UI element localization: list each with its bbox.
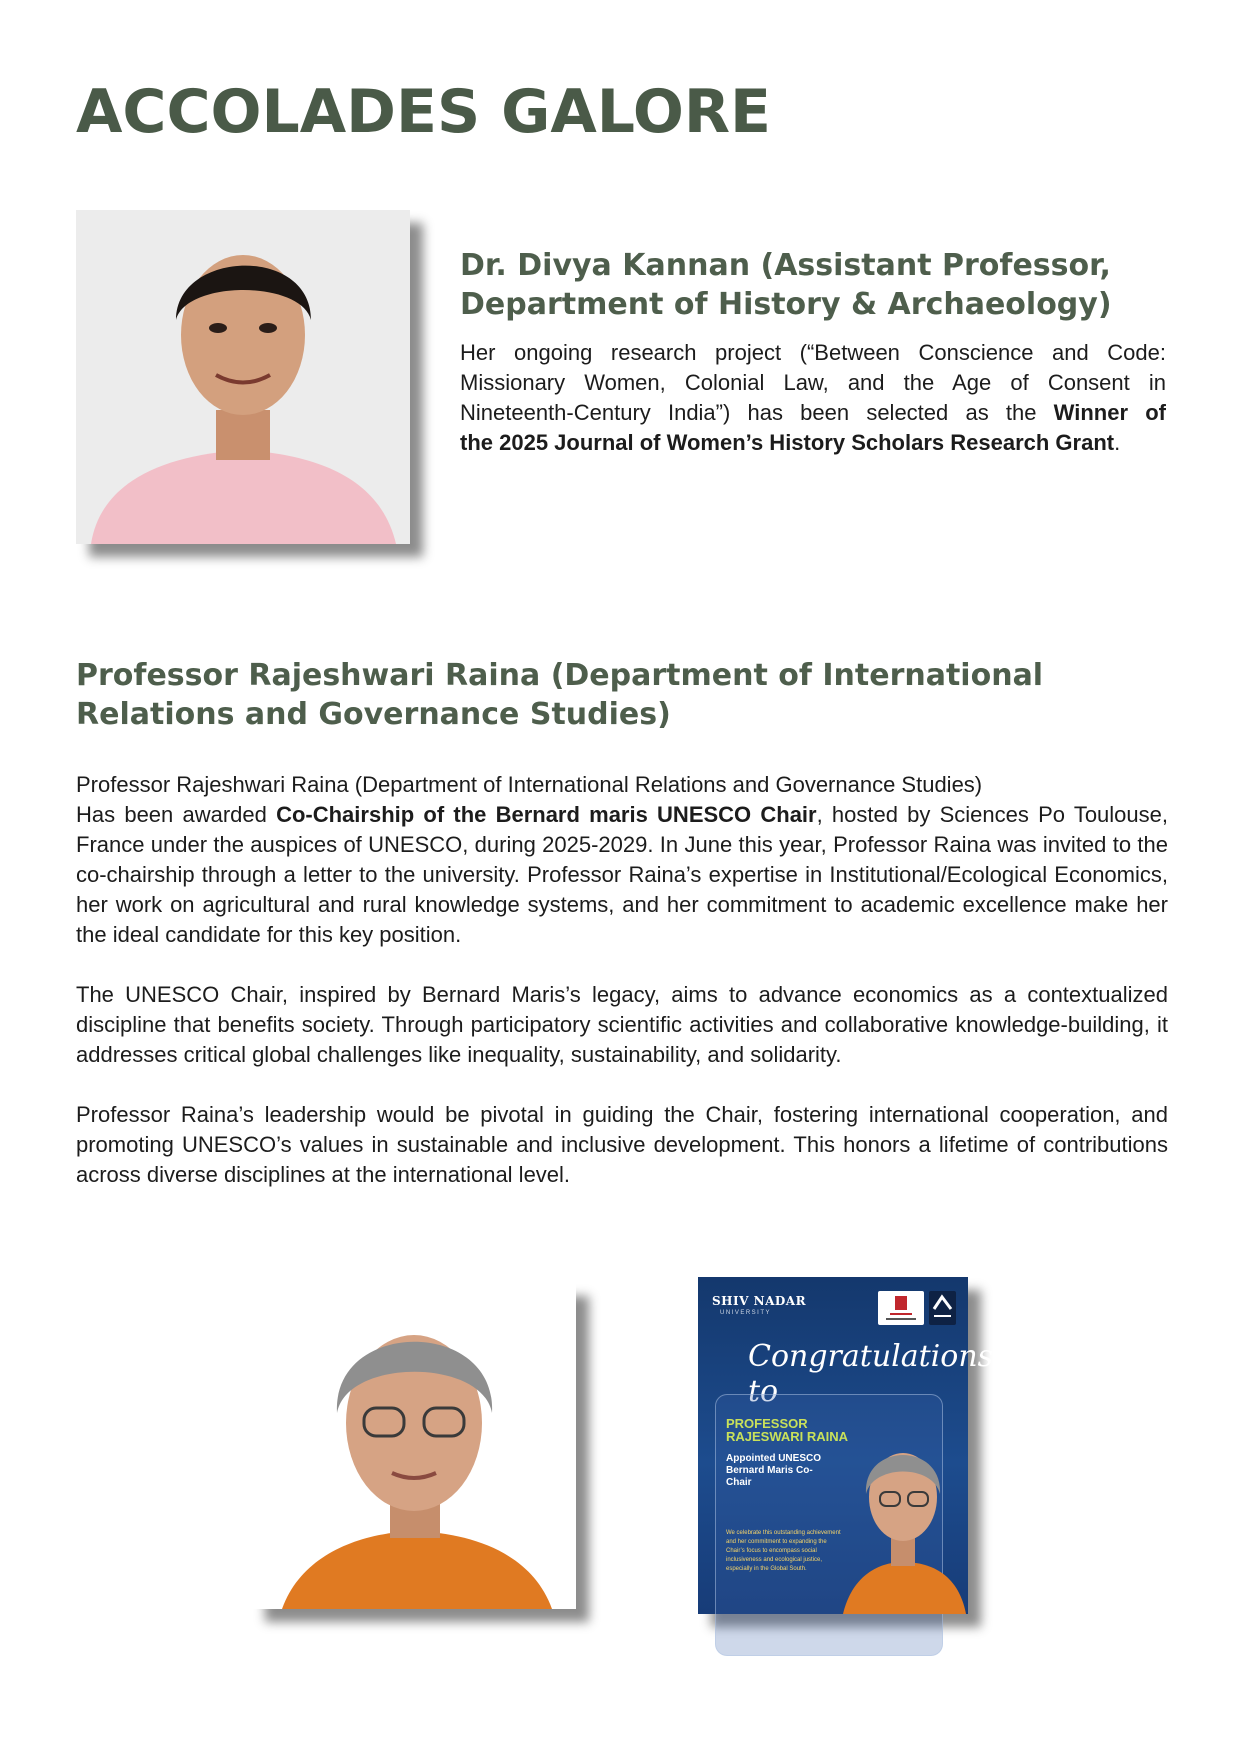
rajeshwari-raina-body — [76, 770, 1168, 1190]
rajeshwari-raina-photo — [252, 1283, 576, 1609]
description-line — [460, 398, 1166, 428]
paragraph-bold: Co-Chairship of the Bernard maris UNESCO Chair — [276, 802, 817, 827]
award-bold-inline: Winner of — [1053, 400, 1166, 425]
award-bold-line: the 2025 Journal of Women’s History Scholars Research Grant — [460, 430, 1115, 455]
description-line: Her ongoing research project (“Between Conscience and Code: — [460, 340, 1166, 365]
heading-line: Professor Rajeshwari Raina (Department of International — [76, 658, 1044, 693]
paragraph-award — [76, 770, 1168, 950]
poster-congratulations: Congratulations to — [748, 1339, 994, 1409]
divya-kannan-heading — [460, 246, 1112, 324]
heading-line: Department of History & Archaeology) — [460, 287, 1112, 322]
congratulations-poster — [698, 1277, 994, 1614]
description-end: . — [1114, 430, 1121, 455]
poster-university: SHIV NADAR — [712, 1294, 807, 1308]
rajeshwari-raina-heading — [76, 656, 1043, 734]
paragraph-text: Has been awarded — [76, 802, 277, 827]
divya-kannan-photo — [76, 210, 410, 544]
poster-portrait — [838, 1412, 968, 1614]
sciences-po-logo-icon — [929, 1291, 956, 1325]
paragraph-unesco-chair: The UNESCO Chair, inspired by Bernard Maris’s legacy, aims to advance economics as a contextualized discipline that benefits society. Through participatory scientific activities and collaborative knowledge-building, it addresses critical global challenges like inequality, sustainability, and solidarity. — [76, 982, 1168, 1067]
paragraph-intro: Professor Rajeshwari Raina (Department of International Relations and Governance Studies) — [76, 772, 983, 797]
paragraph-leadership: Professor Raina’s leadership would be pivotal in guiding the Chair, fostering international cooperation, and promoting UNESCO’s values in sustainable and inclusive development. This honors a lifetime of contributions across diverse disciplines at the international level. — [76, 1102, 1168, 1187]
poster-name-line: PROFESSOR — [726, 1416, 808, 1431]
poster-name — [726, 1417, 848, 1443]
heading-line: Relations and Governance Studies) — [76, 697, 671, 732]
poster-name-line: RAJESWARI RAINA — [726, 1429, 849, 1444]
poster-appointed: Appointed UNESCO Bernard Maris Co-Chair — [726, 1453, 821, 1488]
poster-celebrate: We celebrate this outstanding achievement and her commitment to expanding the Chair’s focus to encompass social inclusiveness and ecological justice, especially in the Global South. — [726, 1530, 841, 1572]
divya-kannan-description — [460, 338, 1166, 458]
poster-university-sub: UNIVERSITY — [720, 1310, 772, 1316]
portrait-icon — [252, 1283, 576, 1609]
portrait-icon — [76, 210, 410, 544]
unesco-chair-logo-icon — [878, 1291, 924, 1325]
heading-line: Dr. Divya Kannan (Assistant Professor, — [460, 248, 1111, 283]
description-line: Missionary Women, Colonial Law, and the Age of Consent in — [460, 370, 1166, 395]
page-title: ACCOLADES GALORE — [76, 77, 772, 147]
description-line — [460, 428, 1166, 458]
description-text: Nineteenth-Century India”) has been selected as the — [460, 400, 1037, 425]
paragraph-text: , hosted by Sciences Po Toulouse, France under the auspices of UNESCO, during 2025-2029. In June this year, Professor Raina was invited to the co-chairship through a letter to the university. Professor Raina’s expertise in Institutional/Ecological Economics, her work on agricultural and rural knowledge systems, and her commitment to academic excellence make her the ideal candidate for this key position. — [76, 802, 1168, 947]
